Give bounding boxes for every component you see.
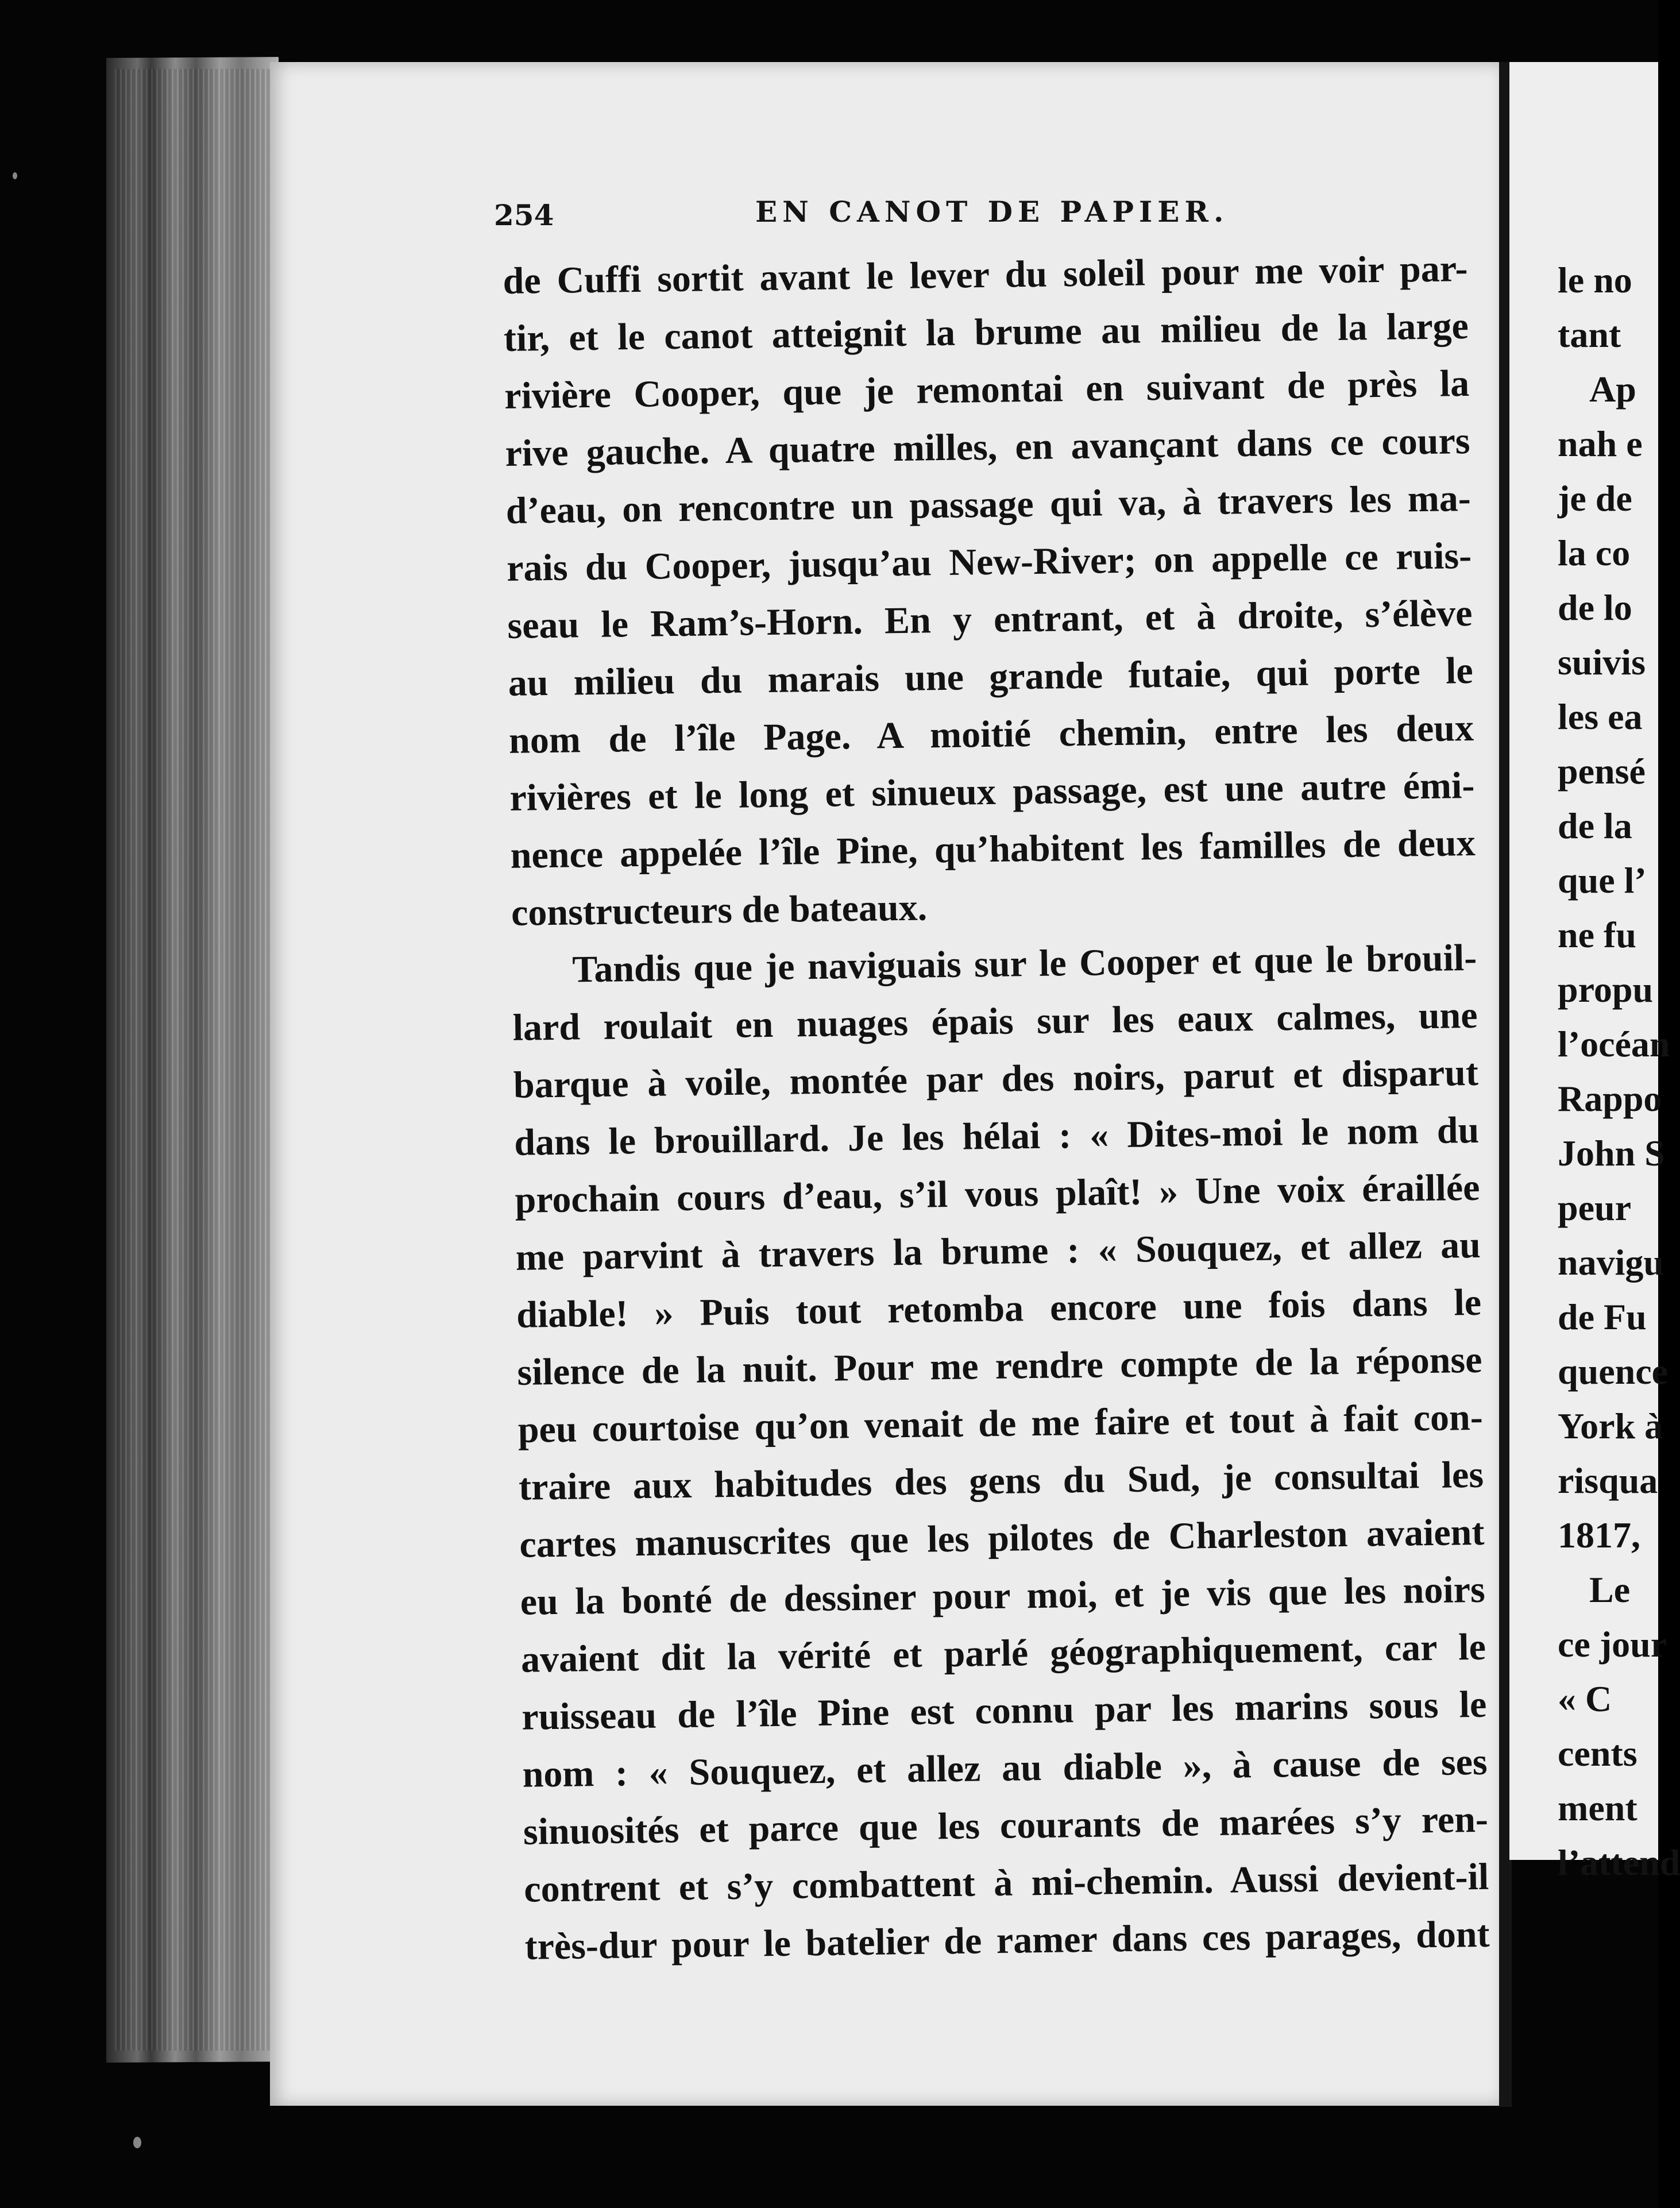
page-number: 254 bbox=[494, 198, 554, 232]
text-line: nom : « Souquez, et allez au diable », à cause de ses bbox=[522, 1740, 1488, 1796]
right-page-fragment: ne fu bbox=[1558, 914, 1636, 955]
right-page-fragment: je de bbox=[1558, 478, 1632, 519]
text-line: nence appelée l’île Pine, qu’habitent les familles de deux bbox=[510, 821, 1476, 877]
text-line: prochain cours d’eau, s’il vous plaît! » Une voix éraillée bbox=[515, 1166, 1480, 1221]
text-line: rivière Cooper, que je remontai en suivant de près la bbox=[504, 362, 1470, 417]
text-line: nom de l’île Page. A moitié chemin, entre les deux bbox=[508, 707, 1474, 762]
text-line: d’eau, on rencontre un passage qui va, à travers les ma- bbox=[505, 477, 1472, 532]
right-page-fragment: de lo bbox=[1558, 587, 1632, 628]
text-line: dans le brouillard. Je les hélai : « Dites-moi le nom du bbox=[513, 1109, 1480, 1164]
right-page-fragment: peur bbox=[1558, 1187, 1631, 1228]
right-page-fragment: de Fu bbox=[1558, 1296, 1647, 1337]
text-line: rive gauche. A quatre milles, en avançant dans ce cours bbox=[505, 419, 1470, 474]
text-line: silence de la nuit. Pour me rendre compte de la réponse bbox=[517, 1338, 1482, 1393]
text-line: ruisseau de l’île Pine est connu par les marins sous le bbox=[521, 1683, 1487, 1738]
text-line: barque à voile, montée par des noirs, parut et disparut bbox=[513, 1051, 1479, 1106]
scan-speck bbox=[133, 2137, 141, 2148]
text-line: peu courtoise qu’on venait de me faire et tout à fait con- bbox=[517, 1396, 1484, 1451]
running-head: EN CANOT DE PAPIER. bbox=[755, 195, 1229, 229]
body-text bbox=[503, 240, 1490, 1976]
right-page-fragment: Rappo bbox=[1558, 1078, 1662, 1119]
right-page-fragment: Le bbox=[1589, 1569, 1631, 1610]
right-page-fragment: cents bbox=[1558, 1733, 1637, 1774]
right-page-fragment: propu bbox=[1558, 969, 1654, 1010]
text-line: avaient dit la vérité et parlé géographiquement, car le bbox=[520, 1626, 1486, 1681]
right-page-fragment: John S bbox=[1558, 1133, 1665, 1174]
right-page-fragment: l’océan bbox=[1558, 1024, 1670, 1064]
right-page-fragment: risqua bbox=[1558, 1460, 1658, 1501]
text-line: sinuosités et parce que les courants de marées s’y ren- bbox=[523, 1798, 1489, 1853]
right-page-fragment: les ea bbox=[1558, 696, 1643, 737]
right-page-fragment: ment bbox=[1558, 1788, 1637, 1828]
text-line: tir, et le canot atteignit la brume au milieu de la large bbox=[503, 304, 1469, 360]
text-line: très-dur pour le batelier de ramer dans ces parages, dont bbox=[524, 1913, 1490, 1968]
text-line: constructeurs de bateaux. bbox=[511, 886, 928, 934]
right-page-fragment: Ap bbox=[1589, 369, 1636, 410]
right-page-fragment: tant bbox=[1558, 314, 1621, 355]
text-line: cartes manuscrites que les pilotes de Charleston avaient bbox=[519, 1511, 1485, 1566]
right-page-text bbox=[1558, 253, 1680, 1890]
right-page-fragment: suivis bbox=[1558, 642, 1646, 682]
text-line: contrent et s’y combattent à mi-chemin. Aussi devient-il bbox=[523, 1855, 1489, 1910]
text-line: lard roulait en nuages épais sur les eaux calmes, une bbox=[512, 994, 1478, 1049]
page-edge-texture bbox=[115, 69, 270, 2051]
text-line: rivières et le long et sinueux passage, est une autre émi- bbox=[509, 764, 1475, 819]
right-page-fragment: l’attend bbox=[1558, 1842, 1680, 1883]
right-page-fragment: le no bbox=[1558, 260, 1632, 300]
right-page-fragment: de la bbox=[1558, 805, 1632, 846]
text-line: au milieu du marais une grande futaie, qui porte le bbox=[508, 649, 1474, 704]
right-page-fragment: la co bbox=[1558, 532, 1631, 573]
right-page-fragment: « C bbox=[1558, 1678, 1612, 1719]
right-page-fragment: nah e bbox=[1558, 423, 1643, 464]
right-page-fragment: ce jour bbox=[1558, 1624, 1667, 1665]
scan-speck bbox=[13, 172, 17, 179]
text-line: rais du Cooper, jusqu’au New-River; on appelle ce ruis- bbox=[506, 534, 1472, 589]
text-line: me parvint à travers la brume : « Souquez, et allez au bbox=[515, 1223, 1481, 1279]
text-line: seau le Ram’s-Horn. En y entrant, et à droite, s’élève bbox=[507, 592, 1473, 647]
right-page-fragment: 1817, bbox=[1558, 1515, 1640, 1555]
text-line: de Cuffi sortit avant le lever du soleil pour me voir par- bbox=[503, 248, 1468, 302]
text-line: Tandis que je naviguais sur le Cooper et que le brouil- bbox=[571, 936, 1477, 991]
text-line: eu la bonté de dessiner pour moi, et je vis que les noirs bbox=[520, 1568, 1486, 1623]
right-page-fragment: York à bbox=[1558, 1406, 1663, 1446]
page-header bbox=[494, 195, 1355, 244]
text-line: diable! » Puis tout retomba encore une fois dans le bbox=[516, 1281, 1482, 1336]
right-page-fragment: navigu bbox=[1558, 1242, 1664, 1283]
right-page-fragment: que l’ bbox=[1558, 860, 1647, 901]
right-page-fragment: pensé bbox=[1558, 751, 1646, 792]
right-page-fragment: quence bbox=[1558, 1351, 1668, 1392]
text-line: traire aux habitudes des gens du Sud, je consultai les bbox=[518, 1453, 1484, 1508]
